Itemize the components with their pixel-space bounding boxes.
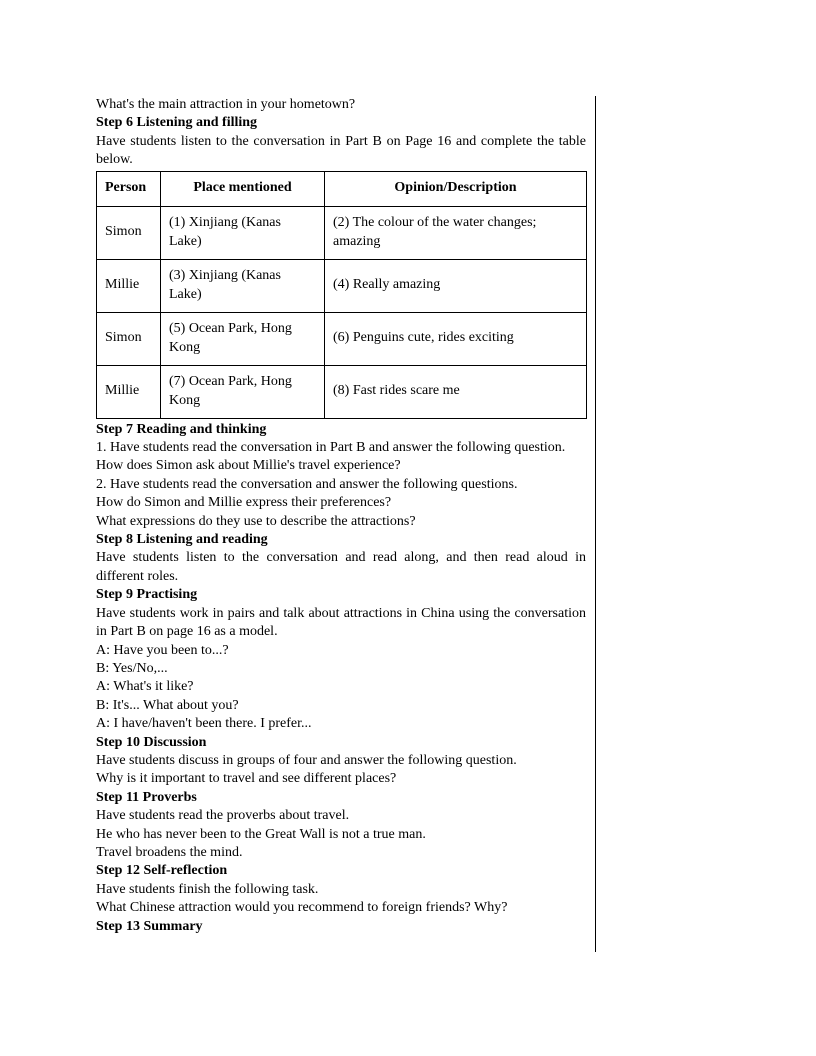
cell-person: Millie: [97, 259, 161, 312]
cell-place: (7) Ocean Park, Hong Kong: [161, 365, 325, 418]
cell-person: Simon: [97, 206, 161, 259]
text-line: What's the main attraction in your hometown?: [96, 97, 356, 112]
table-row: [97, 365, 587, 418]
cell-place: (1) Xinjiang (Kanas Lake): [161, 206, 325, 259]
cell-opinion: (8) Fast rides scare me: [325, 365, 587, 418]
table-header-row: [97, 171, 587, 206]
cell-place: (3) Xinjiang (Kanas Lake): [161, 259, 325, 312]
step-heading: Step 8 Listening and reading: [96, 532, 268, 548]
step-heading: Step 13 Summary: [96, 918, 203, 934]
text-line: A: What's it like?: [96, 679, 194, 695]
text-line: How does Simon ask about Millie's travel experience?: [96, 458, 401, 474]
step-heading: Step 10 Discussion: [96, 734, 207, 750]
document-page: [96, 96, 586, 936]
text-line: What Chinese attraction would you recommend to foreign friends? Why?: [96, 900, 508, 916]
text-line: Travel broadens the mind.: [96, 844, 243, 860]
text-block-top: [96, 96, 586, 170]
text-block-bottom: [96, 421, 586, 936]
step-heading: Step 7 Reading and thinking: [96, 421, 267, 437]
cell-opinion: (4) Really amazing: [325, 259, 587, 312]
step-heading: Step 6 Listening and filling: [96, 115, 258, 131]
cell-opinion: (2) The colour of the water changes; amazing: [325, 206, 587, 259]
text-line: 1. Have students read the conversation in Part B and answer the following question.: [96, 440, 566, 456]
table-row: [97, 312, 587, 365]
text-line: 2. Have students read the conversation and answer the following questions.: [96, 476, 518, 492]
text-line: Have students listen to the conversation and read along, and then read aloud in different roles.: [96, 550, 586, 584]
text-line: A: I have/haven't been there. I prefer...: [96, 716, 312, 732]
opinion-table: [96, 171, 587, 419]
text-line: B: It's... What about you?: [96, 697, 239, 713]
text-line: What expressions do they use to describe the attractions?: [96, 513, 416, 529]
table-row: [97, 259, 587, 312]
header-place: Place mentioned: [161, 171, 325, 206]
text-line: Have students read the proverbs about travel.: [96, 808, 350, 824]
header-opinion: Opinion/Description: [325, 171, 587, 206]
text-line: Have students work in pairs and talk about attractions in China using the conversation in Part B on page 16 as a model.: [96, 605, 586, 640]
text-line: How do Simon and Millie express their preferences?: [96, 495, 392, 511]
cell-place: (5) Ocean Park, Hong Kong: [161, 312, 325, 365]
header-person: Person: [97, 171, 161, 206]
step-heading: Step 9 Practising: [96, 587, 198, 603]
cell-person: Simon: [97, 312, 161, 365]
text-line: Why is it important to travel and see different places?: [96, 771, 397, 787]
cell-person: Millie: [97, 365, 161, 418]
text-line: Have students listen to the conversation in Part B on Page 16 and complete the table below.: [96, 133, 586, 168]
margin-rule: [595, 96, 596, 952]
text-line: Have students finish the following task.: [96, 881, 319, 897]
text-line: He who has never been to the Great Wall is not a true man.: [96, 826, 426, 842]
step-heading: Step 11 Proverbs: [96, 789, 197, 805]
text-line: B: Yes/No,...: [96, 660, 168, 676]
step-heading: Step 12 Self-reflection: [96, 863, 228, 879]
text-line: A: Have you been to...?: [96, 642, 229, 658]
cell-opinion: (6) Penguins cute, rides exciting: [325, 312, 587, 365]
table-row: [97, 206, 587, 259]
text-line: Have students discuss in groups of four and answer the following question.: [96, 752, 517, 768]
